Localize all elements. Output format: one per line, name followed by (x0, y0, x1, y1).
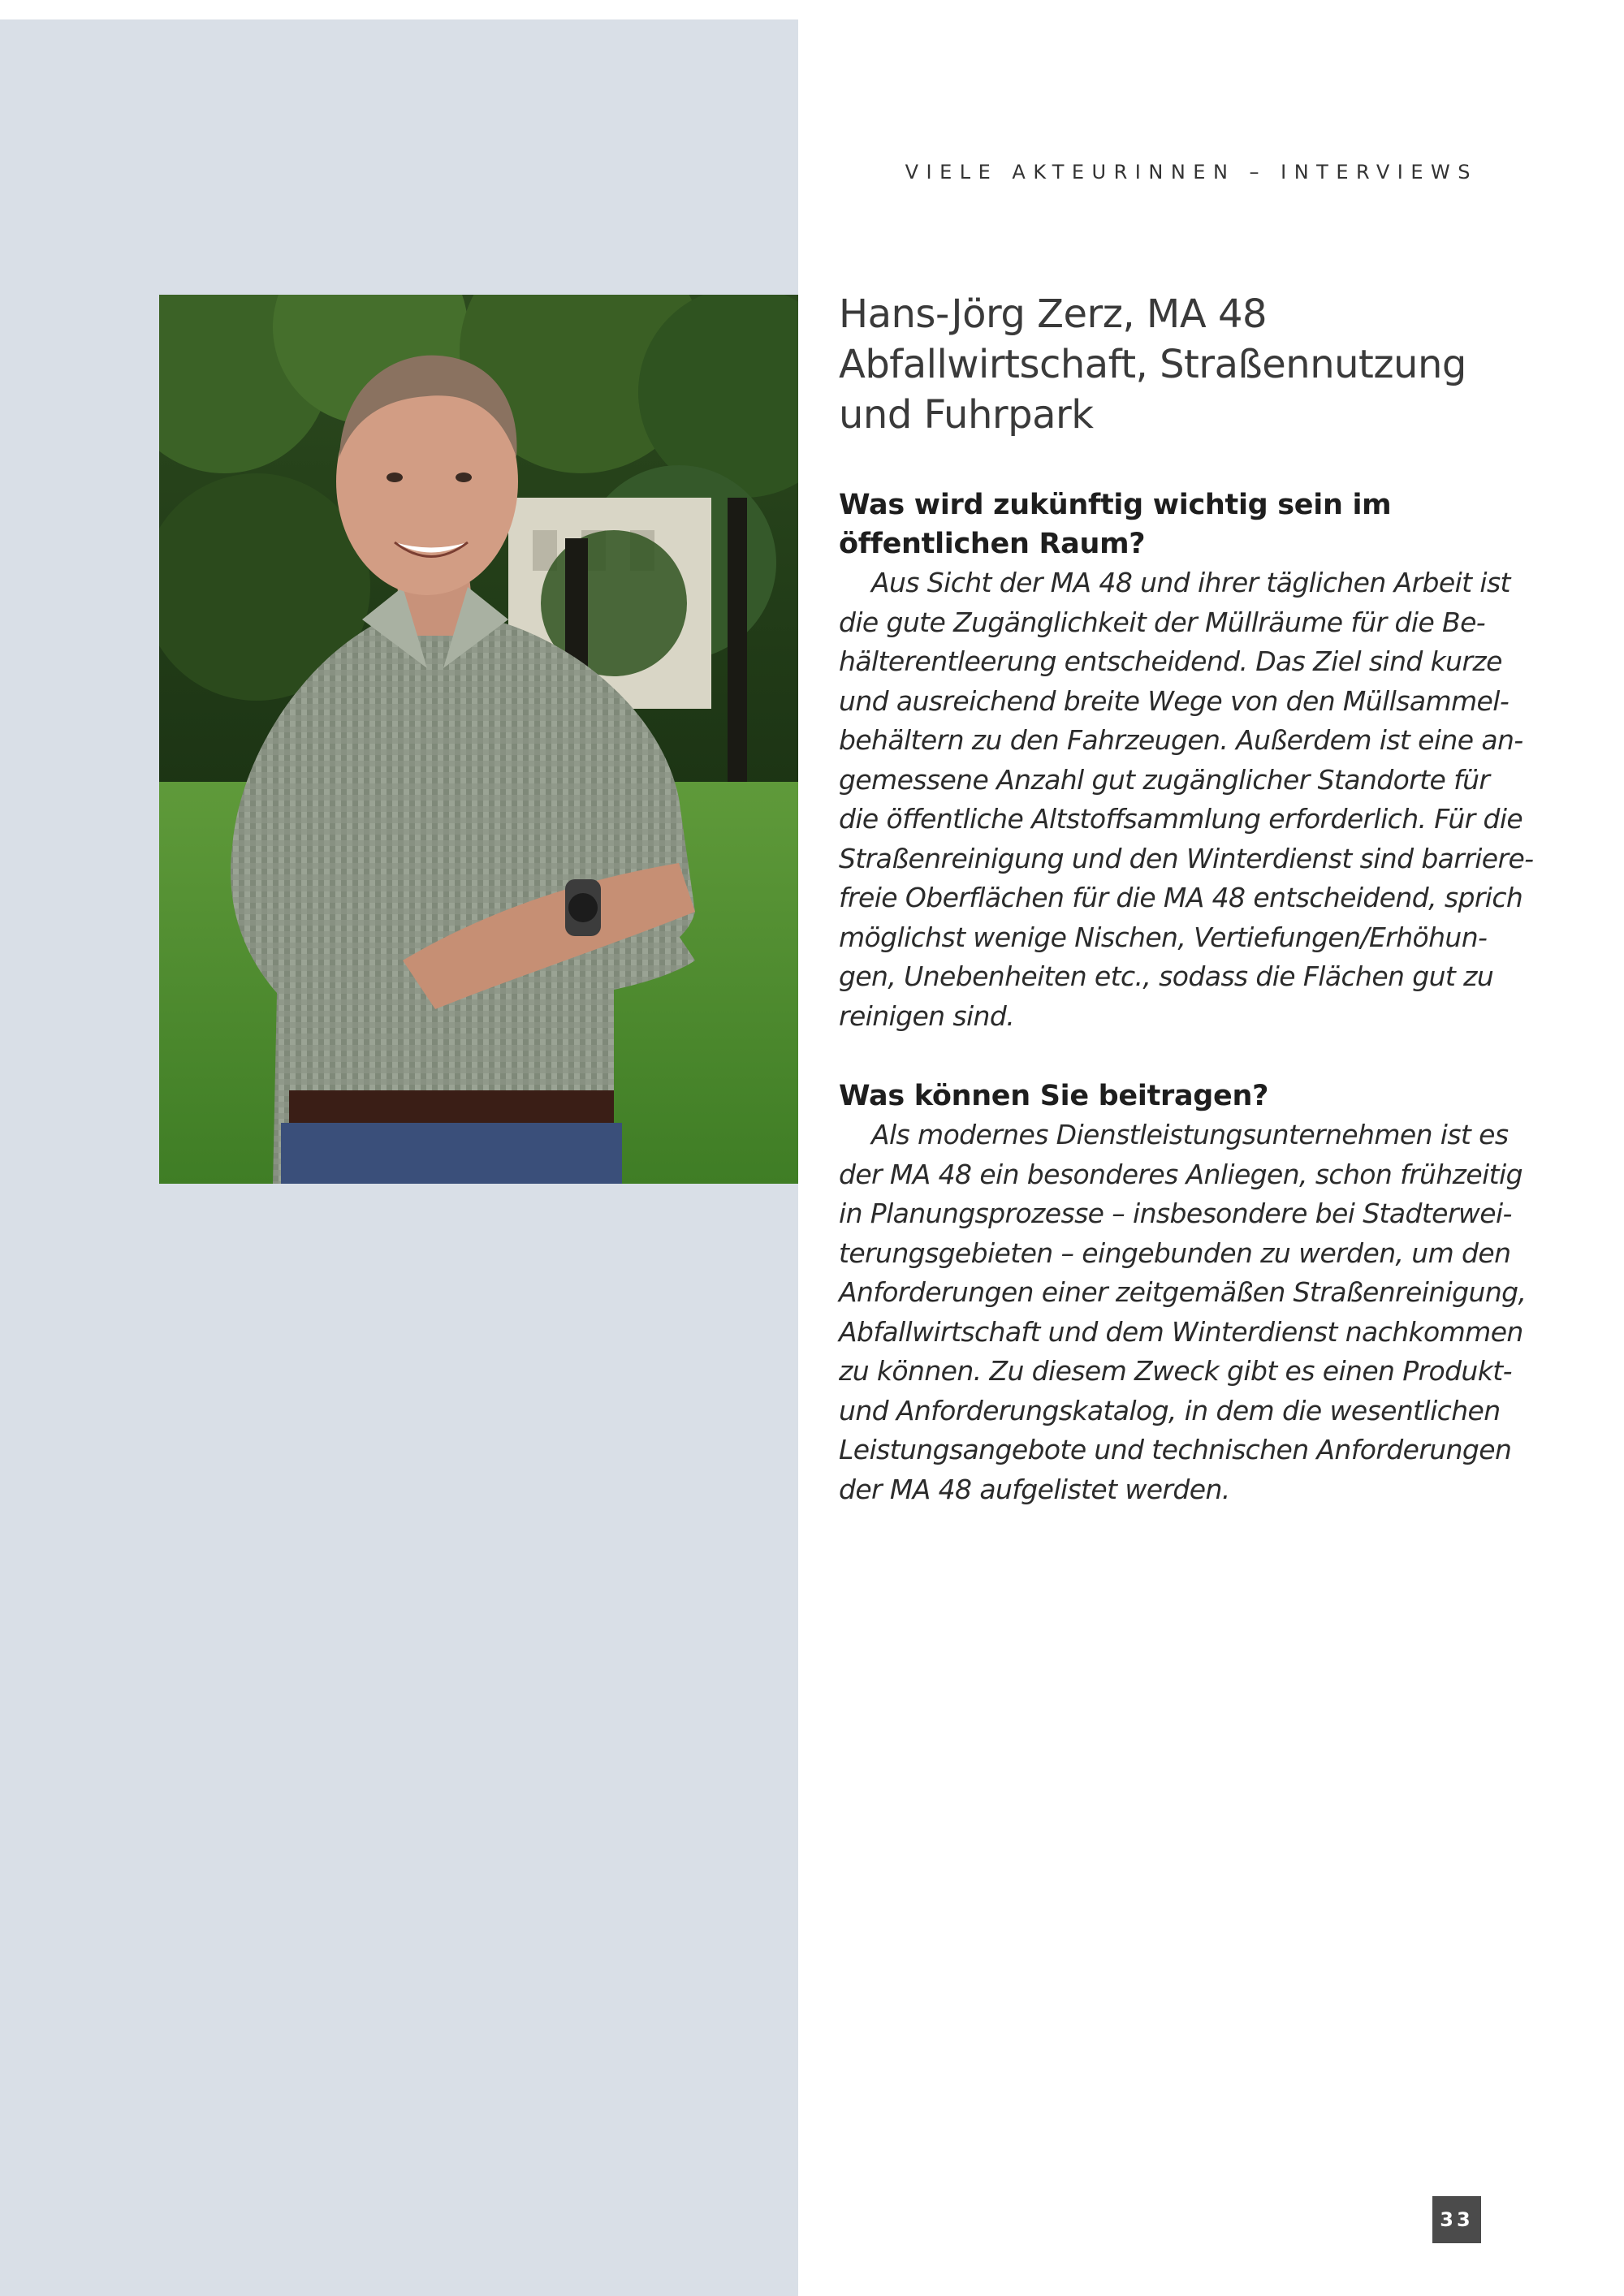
answer-line: die öffentliche Altstoffsammlung erforderlich. Für die (839, 803, 1523, 835)
question-line: Was können Sie beitragen? (839, 1080, 1269, 1112)
answer-line: und ausreichend breite Wege von den Müllsammel- (839, 684, 1510, 717)
answer-line: reinigen sind. (839, 999, 1015, 1032)
answer-line: möglichst wenige Nischen, Vertiefungen/Erhöhun- (839, 921, 1488, 953)
question-heading (839, 486, 1480, 563)
answer-line: Abfallwirtschaft und dem Winterdienst nachkommen (839, 1315, 1523, 1348)
top-strip (0, 0, 1624, 19)
answer-line: zu können. Zu diesem Zweck gibt es einen Produkt- (839, 1355, 1512, 1387)
answer-line: der MA 48 aufgelistet werden. (839, 1473, 1230, 1505)
page-number: 33 (1432, 2196, 1481, 2243)
answer-paragraph (839, 1116, 1527, 1509)
interview-title (839, 289, 1480, 440)
question-heading (839, 1077, 1480, 1116)
answer-line: in Planungsprozesse – insbesondere bei Stadterwei- (839, 1198, 1512, 1229)
answer-line: Aus Sicht der MA 48 und ihrer täglichen Arbeit ist (871, 567, 1510, 598)
question-line: Was wird zukünftig wichtig sein im (839, 489, 1392, 521)
answer-line: gen, Unebenheiten etc., sodass die Flächen gut zu (839, 960, 1494, 992)
answer-line: Anforderungen einer zeitgemäßen Straßenreinigung, (839, 1276, 1527, 1308)
answer-paragraph (839, 563, 1534, 1036)
answer-line: Als modernes Dienstleistungsunternehmen ist es (871, 1119, 1509, 1150)
answer-line: freie Oberflächen für die MA 48 entscheidend, sprich (839, 882, 1523, 913)
answer-line: hälterentleerung entscheidend. Das Ziel sind kurze (839, 645, 1502, 677)
title-line: Hans-Jörg Zerz, MA 48 (839, 291, 1268, 337)
portrait-photo (159, 295, 798, 1184)
title-line: und Fuhrpark (839, 392, 1094, 438)
answer-line: gemessene Anzahl gut zugänglicher Standorte für (839, 763, 1490, 796)
answer-line: Leistungsangebote und technischen Anforderungen (839, 1434, 1512, 1465)
answer-line: der MA 48 ein besonderes Anliegen, schon frühzeitig (839, 1158, 1522, 1190)
answer-line: Straßenreinigung und den Winterdienst sind barriere- (839, 842, 1534, 874)
interview-content (839, 289, 1534, 1509)
title-line: Abfallwirtschaft, Straßennutzung (839, 342, 1466, 387)
answer-line: die gute Zugänglichkeit der Müllräume für die Be- (839, 606, 1486, 638)
answer-line: terungsgebieten – eingebunden zu werden, um den (839, 1236, 1511, 1269)
running-header: VIELE AKTEURINNEN – INTERVIEWS (905, 161, 1478, 183)
question-line: öffentlichen Raum? (839, 528, 1146, 560)
answer-line: behältern zu den Fahrzeugen. Außerdem ist eine an- (839, 724, 1523, 756)
answer-line: und Anforderungskatalog, in dem die wesentlichen (839, 1394, 1501, 1426)
